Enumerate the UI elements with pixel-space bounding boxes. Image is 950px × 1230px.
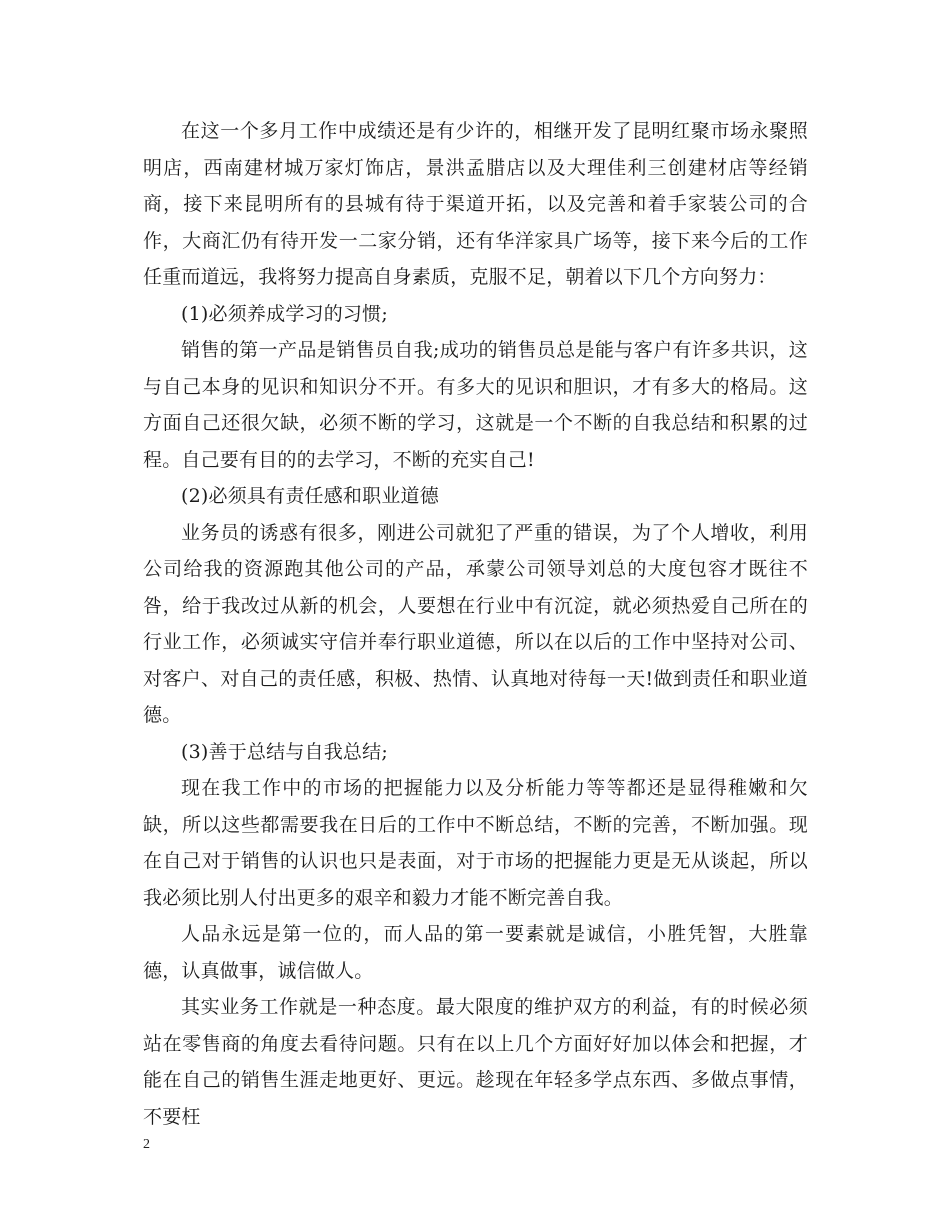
heading-learning-habit: (1)必须养成学习的习惯; (181, 302, 388, 325)
page-number: 2 (143, 1137, 150, 1152)
paragraph-integrity: 人品永远是第一位的，而人品的第一要素就是诚信，小胜凭智，大胜靠德，认真做事，诚信做人。 (143, 923, 808, 982)
heading-summarize: (3)善于总结与自我总结; (181, 740, 388, 763)
paragraph-attitude: 其实业务工作就是一种态度。最大限度的维护双方的利益，有的时候必须站在零售商的角度去看待问题。只有在以上几个方面好好加以体会和把握，才能在自己的销售生涯走地更好、更远。趁现在年轻多学点东西、多做点事情，不要枉 (143, 996, 808, 1128)
paragraph-summarize: 现在我工作中的市场的把握能力以及分析能力等等都还是显得稚嫩和欠缺，所以这些都需要我在日后的工作中不断总结，不断的完善，不断加强。现在自己对于销售的认识也只是表面，对于市场的把握能力更是无从谈起，所以我必须比别人付出更多的艰辛和毅力才能不断完善自我。 (143, 777, 808, 909)
paragraph-responsibility: 业务员的诱惑有很多，刚进公司就犯了严重的错误，为了个人增收，利用公司给我的资源跑其他公司的产品，承蒙公司领导刘总的大度包容才既往不咎，给于我改过从新的机会，人要想在行业中有沉淀，就必须热爱自己所在的行业工作，必须诚实守信并奉行职业道德，所以在以后的工作中坚持对公司、对客户、对自己的责任感，积极、热情、认真地对待每一天!做到责任和职业道德。 (143, 521, 808, 726)
document-body (143, 113, 808, 1135)
heading-responsibility: (2)必须具有责任感和职业道德 (181, 485, 439, 507)
paragraph-learning: 销售的第一产品是销售员自我;成功的销售员总是能与客户有许多共识，这与自己本身的见识和知识分不开。有多大的见识和胆识，才有多大的格局。这方面自己还很欠缺，必须不断的学习，这就是一个不断的自我总结和积累的过程。自己要有目的的去学习，不断的充实自己! (143, 339, 808, 471)
paragraph-achievements: 在这一个多月工作中成绩还是有少许的，相继开发了昆明红聚市场永聚照明店，西南建材城万家灯饰店，景洪孟腊店以及大理佳利三创建材店等经销商，接下来昆明所有的县城有待于渠道开拓，以及完善和着手家装公司的合作，大商汇仍有待开发一二家分销，还有华洋家具广场等，接下来今后的工作任重而道远，我将努力提高自身素质，克服不足，朝着以下几个方向努力： (143, 120, 808, 288)
